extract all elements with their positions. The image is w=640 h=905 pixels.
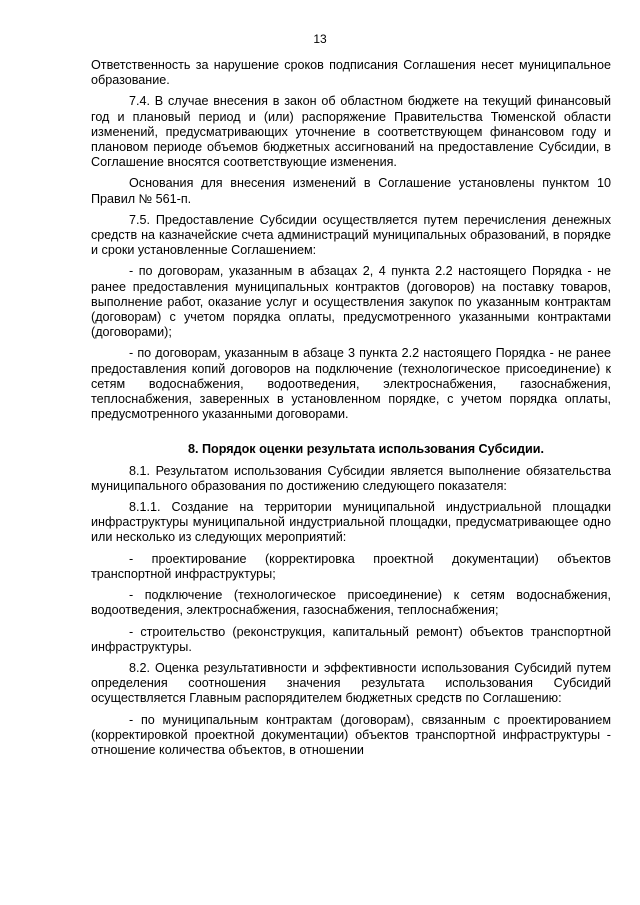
- list-item-connection: - подключение (технологическое присоединение) к сетям водоснабжения, водоотведения, электроснабжения, газоснабжения, теплоснабжения;: [91, 588, 611, 618]
- list-item-connection-contracts: - по договорам, указанным в абзаце 3 пункта 2.2 настоящего Порядка - не ранее предоставления копий договоров на подключение (технологическое присоединение) к сетям водоснабжения, водоотведения, электроснабжения, газоснабжения, теплоснабжения, заверенных в установленном порядке, с учетом порядка оплаты, предусмотренного указанными договорами.: [91, 346, 611, 422]
- list-item-construction: - строительство (реконструкция, капитальный ремонт) объектов транспортной инфраструктуры.: [91, 624, 611, 654]
- page-number: 13: [313, 32, 327, 46]
- paragraph-grounds: Основания для внесения изменений в Соглашение установлены пунктом 10 Правил № 561-п.: [91, 176, 611, 206]
- paragraph-8-1-1: 8.1.1. Создание на территории муниципальной индустриальной площадки инфраструктуры муниципальной индустриальной площадки, предусматривающее одно или несколько из следующих мероприятий:: [91, 500, 611, 545]
- list-item-contracts: - по договорам, указанным в абзацах 2, 4 пункта 2.2 настоящего Порядка - не ранее предоставления муниципальных контрактов (договоров) на поставку товаров, выполнение работ, оказание услуг и осуществления закупок по указанным контрактам (договорам) с учетом порядка оплаты, предусмотренного указанными контрактами (договорами);: [91, 264, 611, 340]
- paragraph-8-1: 8.1. Результатом использования Субсидии является выполнение обязательства муниципального образования по достижению следующего показателя:: [91, 463, 611, 493]
- paragraph-responsibility: Ответственность за нарушение сроков подписания Соглашения несет муниципальное образование.: [91, 58, 611, 88]
- paragraph-8-2: 8.2. Оценка результативности и эффективности использования Субсидий путем определения соотношения значения результата использования Субсидий осуществляется Главным распорядителем бюджетных средств по Соглашению:: [91, 660, 611, 706]
- paragraph-7-5: 7.5. Предоставление Субсидии осуществляется путем перечисления денежных средств на казначейские счета администраций муниципальных образований, в порядке и сроки установленные Соглашением:: [91, 212, 611, 258]
- paragraph-7-4: 7.4. В случае внесения в закон об областном бюджете на текущий финансовый год и плановый период и (или) распоряжение Правительства Тюменской области изменений, предусматривающих уточнение в соответствующем финансовом году и плановом периоде объемов бюджетных ассигнований на предоставление Субсидии, в Соглашение вносятся соответствующие изменения.: [91, 94, 611, 170]
- section-8-heading: 8. Порядок оценки результата использования Субсидии.: [188, 442, 544, 457]
- list-item-design: - проектирование (корректировка проектной документации) объектов транспортной инфраструктуры;: [91, 551, 611, 581]
- list-item-municipal-contracts: - по муниципальным контрактам (договорам), связанным с проектированием (корректировкой проектной документации) объектов транспортной инфраструктуры - отношение количества объектов, в отношении: [91, 712, 611, 757]
- document-body: [91, 58, 611, 764]
